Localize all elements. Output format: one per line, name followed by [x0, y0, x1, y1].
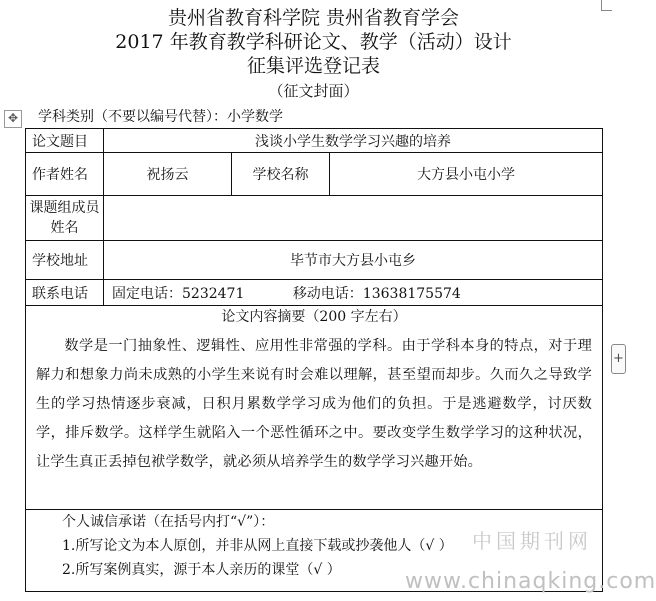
pledge-item-1[interactable]: 1.所写论文为本人原创，并非从网上直接下载或抄袭他人（√ ）	[62, 538, 453, 554]
members-label: 课题组成员姓名	[26, 196, 104, 241]
author-value[interactable]: 祝扬云	[104, 153, 232, 196]
table-row	[26, 129, 603, 153]
watermark-text: 中国期刊网	[472, 529, 592, 553]
pledge-title: 个人诚信承诺（在括号内打“√”）：	[62, 514, 275, 530]
phone-values	[104, 280, 603, 306]
header-line-1: 贵州省教育科学院 贵州省教育学会	[167, 7, 460, 29]
table-row	[26, 196, 603, 241]
abstract-cell	[26, 306, 603, 510]
mobile-value[interactable]: 移动电话：13638175574	[292, 285, 461, 302]
members-value[interactable]	[104, 196, 603, 241]
header-line-3: 征集评选登记表	[246, 55, 380, 77]
table-row	[26, 306, 603, 510]
address-label: 学校地址	[26, 241, 104, 280]
landline-value[interactable]: 固定电话：5232471	[112, 285, 245, 302]
move-arrows-icon[interactable]: ✥	[4, 110, 22, 128]
school-label: 学校名称	[232, 153, 330, 196]
table-row	[26, 280, 603, 306]
phone-label: 联系电话	[26, 280, 104, 306]
header-line-4: （征文封面）	[268, 82, 359, 100]
title-value[interactable]: 浅谈小学生数学学习兴趣的培养	[104, 129, 603, 153]
author-label: 作者姓名	[26, 153, 104, 196]
abstract-text[interactable]: 数学是一门抽象性、逻辑性、应用性非常强的学科。由于学科本身的特点，对于理解力和想象力尚未成熟的小学生来说有时会难以理解，甚至望而却步。久而久之导致学生的学习热情逐步衰减，日积月累数学学习成为他们的负担。于是逃避数学，讨厌数学，排斥数学。这样学生就陷入一个恶性循环之中。要改变学生数学学习的这种状况，让学生真正丢掉包袱学数学，就必须从培养学生的数学学习兴趣开始。	[36, 338, 592, 470]
table-row	[26, 153, 603, 196]
plus-icon[interactable]: +	[611, 344, 626, 374]
watermark-url: www.chinaqking.com	[405, 569, 656, 594]
subject-line: 学科类别（不要以编号代替）：小学数学	[38, 109, 283, 125]
school-value[interactable]: 大方县小屯小学	[330, 153, 603, 196]
table-row	[26, 241, 603, 280]
pledge-item-2[interactable]: 2.所写案例真实，源于本人亲历的课堂（√ ）	[62, 562, 341, 578]
registration-table	[25, 128, 603, 592]
title-label: 论文题目	[26, 129, 104, 153]
address-value[interactable]: 毕节市大方县小屯乡	[104, 241, 603, 280]
header-line-2: 2017 年教育教学科研论文、教学（活动）设计	[115, 31, 512, 53]
abstract-heading: 论文内容摘要（200 字左右）	[221, 309, 407, 325]
